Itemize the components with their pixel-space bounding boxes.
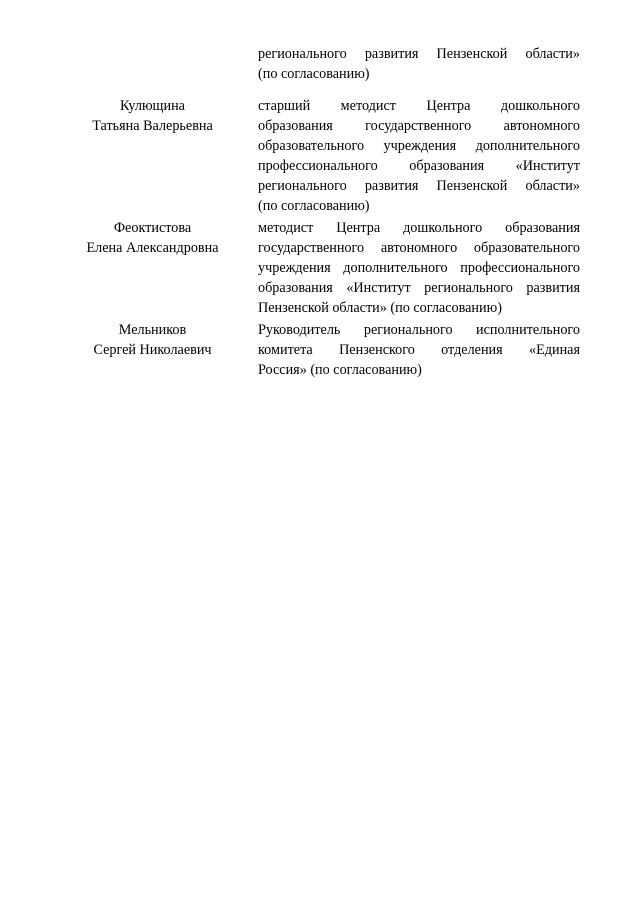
position-line: Россия» (по согласованию): [258, 362, 422, 378]
position-line: регионального развития Пензенской области»: [258, 46, 580, 62]
member-position: [258, 320, 580, 380]
position-line: профессионального образования «Институт: [258, 158, 580, 174]
member-surname: Феоктистова: [113, 220, 192, 236]
position-line: Руководитель регионального исполнительного: [258, 322, 580, 338]
member-position: [258, 96, 580, 216]
position-line: (по согласованию): [258, 198, 370, 214]
position-line: учреждения дополнительного профессионального: [258, 260, 580, 276]
member-surname: Мельников: [118, 322, 187, 338]
member-name: [60, 218, 245, 258]
position-line: старший методист Центра дошкольного: [258, 98, 580, 114]
position-line: комитета Пензенского отделения «Единая: [258, 342, 580, 358]
position-line: образования государственного автономного: [258, 118, 580, 134]
position-line: образования «Институт регионального развития: [258, 280, 580, 296]
position-line: (по согласованию): [258, 66, 370, 82]
position-line: образовательного учреждения дополнительного: [258, 138, 580, 154]
position-line: Пензенской области» (по согласованию): [258, 300, 502, 316]
position-line: методист Центра дошкольного образования: [258, 220, 580, 236]
member-position: [258, 218, 580, 318]
position-line: регионального развития Пензенской области»: [258, 178, 580, 194]
member-given-names: Елена Александровна: [86, 240, 219, 256]
member-given-names: Сергей Николаевич: [93, 342, 212, 358]
position-line: государственного автономного образовательного: [258, 240, 580, 256]
member-position: [258, 44, 580, 84]
member-given-names: Татьяна Валерьевна: [92, 118, 213, 134]
member-name: [60, 320, 245, 360]
member-surname: Кулющина: [120, 98, 185, 114]
member-name: [60, 96, 245, 136]
